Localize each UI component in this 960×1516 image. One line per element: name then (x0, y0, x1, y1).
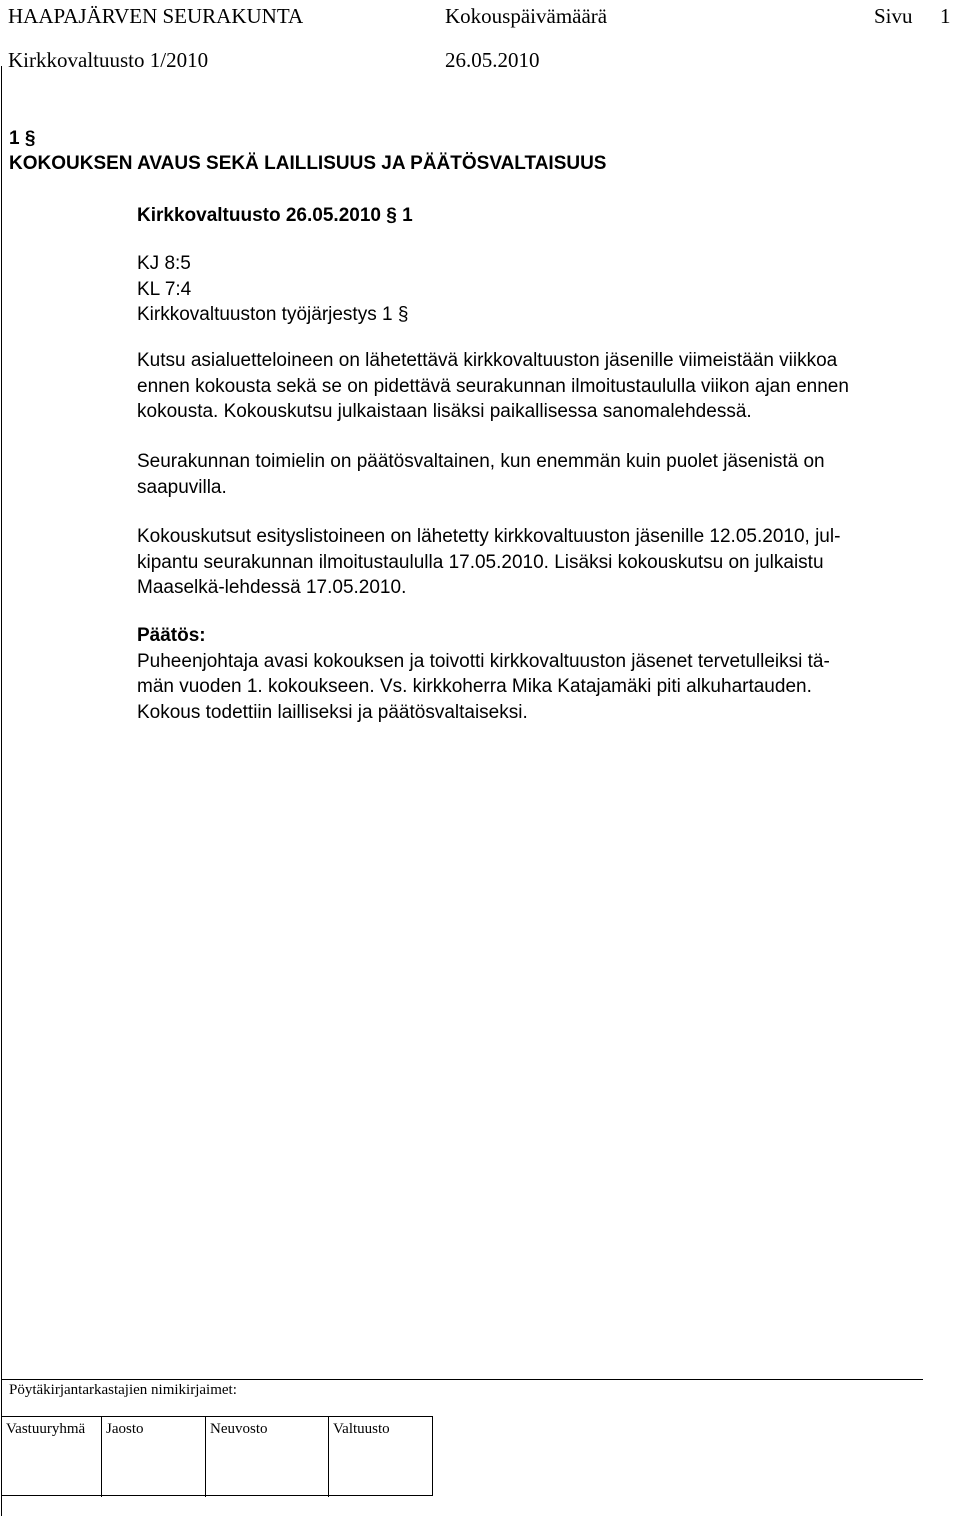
decision-label: Päätös: (137, 625, 206, 646)
reference-line: Kirkkovaltuuston työjärjestys 1 § (137, 304, 409, 325)
meeting-date: 26.05.2010 (445, 48, 540, 72)
paragraph-quorum (137, 449, 937, 500)
committee-cell-neuvosto: Neuvosto (206, 1417, 329, 1497)
paragraph-invitations (137, 524, 937, 601)
section-subheading: Kirkkovaltuusto 26.05.2010 § 1 (137, 205, 413, 226)
page-label: Sivu (874, 4, 913, 28)
paragraph-line: Kutsu asialuetteloineen on lähetettävä kirkkovaltuuston jäsenille viimeistään viikkoa (137, 350, 838, 371)
left-margin-line (1, 66, 2, 1516)
committee-cell-vastuuryhma: Vastuuryhmä (2, 1417, 102, 1497)
committee-cell-valtuusto: Valtuusto (333, 1421, 390, 1437)
committee-table (1, 1416, 433, 1496)
references (137, 251, 937, 328)
paragraph-line: Seurakunnan toimielin on päätösvaltainen, kun enemmän kuin puolet jäsenistä on (137, 451, 825, 472)
page-number: 1 (940, 4, 951, 28)
section-number: 1 § (9, 128, 36, 149)
decision-block (137, 623, 937, 725)
date-label: Kokouspäivämäärä (445, 4, 608, 28)
committee-cell-jaosto: Jaosto (102, 1417, 206, 1497)
reference-line: KL 7:4 (137, 278, 192, 300)
paragraph-line: kipantu seurakunnan ilmoitustaululla 17.05.2010. Lisäksi kokouskutsu on julkaistu (137, 551, 824, 573)
paragraph-line: Kokouskutsut esityslistoineen on lähetetty kirkkovaltuuston jäsenille 12.05.2010, jul- (137, 526, 841, 547)
decision-line: män vuoden 1. kokoukseen. Vs. kirkkoherra Mika Katajamäki piti alkuhartauden. (137, 676, 812, 697)
signature-line (1, 1379, 923, 1380)
organization-name: HAAPAJÄRVEN SEURAKUNTA (8, 4, 304, 28)
paragraph-line: Maaselkä-lehdessä 17.05.2010. (137, 577, 407, 598)
paragraph-notice (137, 348, 937, 425)
section-title: KOKOUKSEN AVAUS SEKÄ LAILLISUUS JA PÄÄTÖSVALTAISUUS (9, 153, 607, 174)
signature-label: Pöytäkirjantarkastajien nimikirjaimet: (9, 1382, 237, 1398)
paragraph-line: kokousta. Kokouskutsu julkaistaan lisäksi paikallisessa sanomalehdessä. (137, 401, 752, 422)
meeting-name: Kirkkovaltuusto 1/2010 (8, 48, 209, 72)
paragraph-line: ennen kokousta sekä se on pidettävä seurakunnan ilmoitustaululla viikon ajan ennen (137, 375, 849, 397)
reference-line: KJ 8:5 (137, 253, 191, 274)
paragraph-line: saapuvilla. (137, 476, 227, 498)
decision-line: Puheenjohtaja avasi kokouksen ja toivotti kirkkovaltuuston jäsenet tervetulleiksi tä- (137, 650, 830, 672)
decision-line: Kokous todettiin lailliseksi ja päätösvaltaiseksi. (137, 701, 528, 723)
